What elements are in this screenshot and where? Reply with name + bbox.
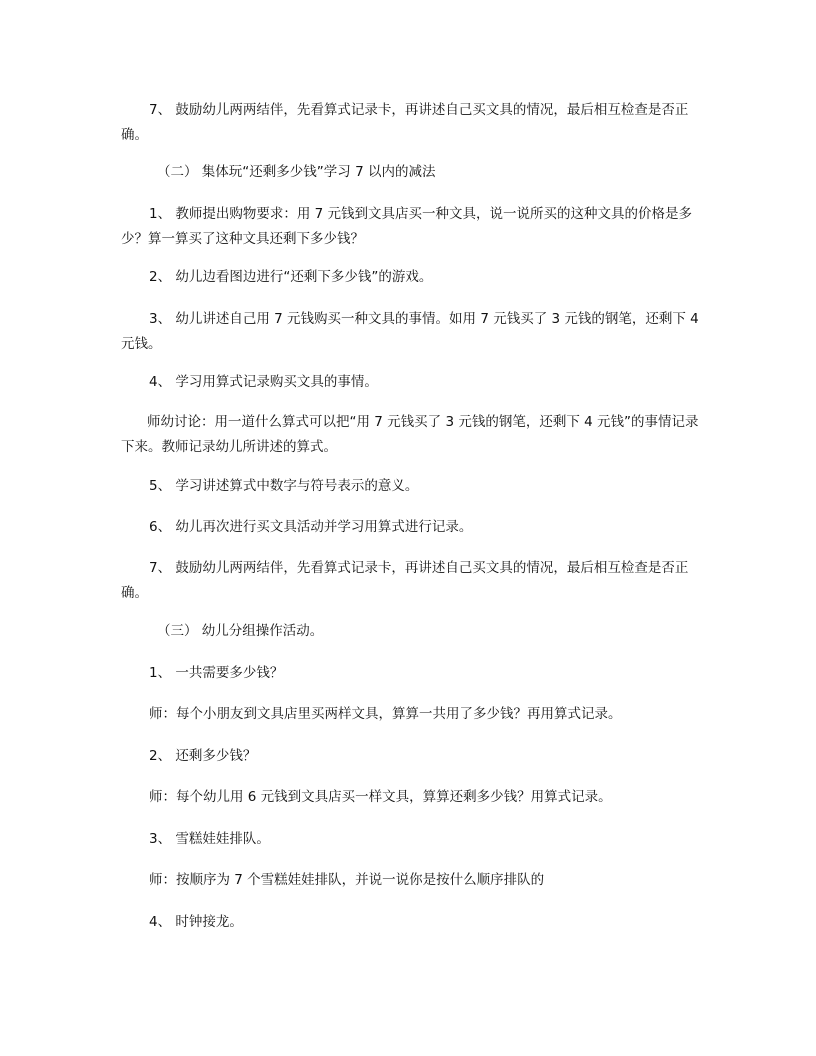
paragraph-step-4: 4、 学习用算式记录购买文具的事情。 <box>149 374 378 390</box>
paragraph-activity-3: 3、 雪糕娃娃排队。 <box>149 831 270 847</box>
paragraph-step-7-second: 7、 鼓励幼儿两两结伴，先看算式记录卡，再讲述自己买文具的情况，最后相互检查是否正确。 <box>121 560 689 601</box>
paragraph-step-1: 1、 教师提出购物要求：用 7 元钱到文具店买一种文具，说一说所买的这种文具的价格是多少？算一算买了这种文具还剩下多少钱？ <box>121 206 693 247</box>
paragraph-activity-2: 2、 还剩多少钱？ <box>149 748 257 764</box>
paragraph-activity-4: 4、 时钟接龙。 <box>149 914 243 930</box>
paragraph-activity-1: 1、 一共需要多少钱？ <box>149 665 284 681</box>
section-heading-2: （二） 集体玩“还剩多少钱”学习 7 以内的减法 <box>157 164 436 180</box>
paragraph-step-5: 5、 学习讲述算式中数字与符号表示的意义。 <box>149 478 419 494</box>
paragraph-teacher-3: 师：按顺序为 7 个雪糕娃娃排队，并说一说你是按什么顺序排队的 <box>149 872 545 888</box>
paragraph-step-3: 3、 幼儿讲述自己用 7 元钱购买一种文具的事情。如用 7 元钱买了 3 元钱的钢笔，还剩下 4 元钱。 <box>121 311 699 352</box>
paragraph-step-6: 6、 幼儿再次进行买文具活动并学习用算式进行记录。 <box>149 519 473 535</box>
paragraph-discussion: 师幼讨论：用一道什么算式可以把“用 7 元钱买了 3 元钱的钢笔，还剩下 4 元钱”的事情记录下来。教师记录幼儿所讲述的算式。 <box>121 414 699 455</box>
paragraph-step-7-first: 7、 鼓励幼儿两两结伴，先看算式记录卡，再讲述自己买文具的情况，最后相互检查是否正确。 <box>121 102 689 143</box>
paragraph-teacher-2: 师：每个幼儿用 6 元钱到文具店买一样文具，算算还剩多少钱？用算式记录。 <box>149 789 612 805</box>
paragraph-step-2: 2、 幼儿边看图边进行“还剩下多少钱”的游戏。 <box>149 269 433 285</box>
paragraph-teacher-1: 师：每个小朋友到文具店里买两样文具，算算一共用了多少钱？再用算式记录。 <box>149 706 622 722</box>
section-heading-3: （三） 幼儿分组操作活动。 <box>157 623 324 639</box>
